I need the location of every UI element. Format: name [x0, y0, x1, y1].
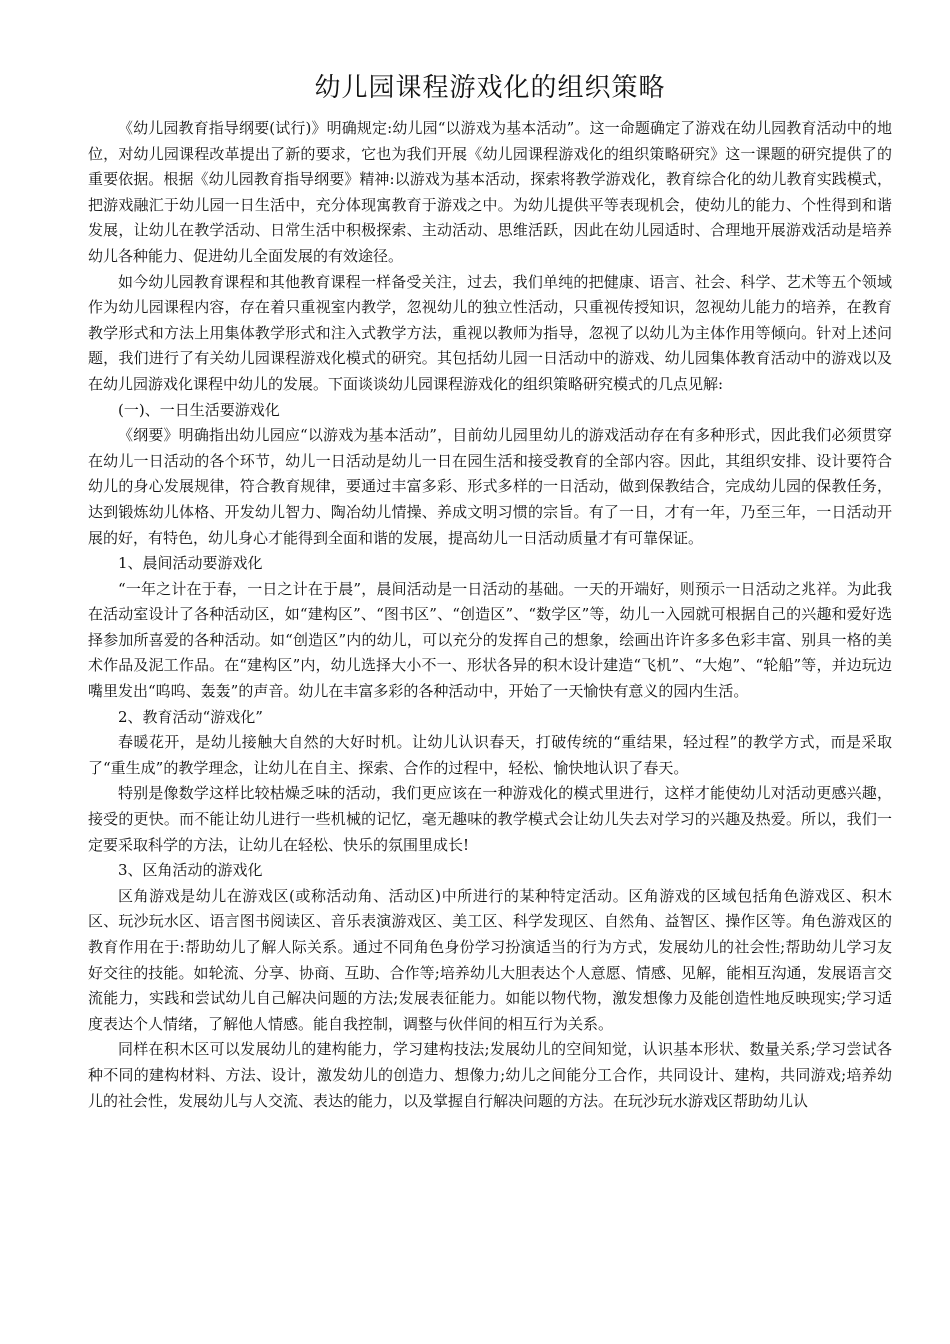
paragraph-intro: 《幼儿园教育指导纲要(试行)》明确规定:幼儿园“以游戏为基本活动”。这一命题确定了游戏在幼儿园教育活动中的地位，对幼儿园课程改革提出了新的要求，它也为我们开展《幼儿园课程游戏化的组织策略研究》这一课题的研究提供了的重要依据。根据《幼儿园教育指导纲要》精神:以游戏为基本活动，探索将教学游戏化，教育综合化的幼儿教育实践模式，把游戏融汇于幼儿园一日生活中，充分体现寓教育于游戏之中。为幼儿提供平等表现机会，使幼儿的能力、个性得到和谐发展，让幼儿在教学活动、日常生活中积极探索、主动活动、思维活跃，因此在幼儿园适时、合理地开展游戏活动是培养幼儿各种能力、促进幼儿全面发展的有效途径。	[88, 119, 892, 265]
paragraph-block-area: 同样在积木区可以发展幼儿的建构能力，学习建构技法;发展幼儿的空间知觉，认识基本形状、数量关系;学习尝试各种不同的建构材料、方法、设计，激发幼儿的创造力、想像力;幼儿之间能分工合作，共同设计、建构，共同游戏;培养幼儿的社会性，发展幼儿与人交流、表达的能力，以及掌握自行解决问题的方法。在玩沙玩水游戏区帮助幼儿认	[88, 1040, 892, 1110]
subheading-corner-activity: 3、区角活动的游戏化	[118, 861, 263, 880]
document-page	[88, 64, 892, 1114]
document-title: 幼儿园课程游戏化的组织策略	[314, 73, 666, 103]
subheading-education-activity: 2、教育活动“游戏化”	[118, 707, 263, 726]
document-body	[88, 116, 892, 1114]
subheading-morning-activity: 1、晨间活动要游戏化	[118, 554, 263, 573]
paragraph-daily-life: 《纲要》明确指出幼儿园应“以游戏为基本活动”，目前幼儿园里幼儿的游戏活动存在有多种形式，因此我们必须贯穿在幼儿一日活动的各个环节，幼儿一日活动是幼儿一日在园生活和接受教育的全部内容。因此，其组织安排、设计要符合幼儿的身心发展规律，符合教育规律，要通过丰富多彩、形式多样的一日活动，做到保教结合，完成幼儿园的保教任务，达到锻炼幼儿体格、开发幼儿智力、陶冶幼儿情操、养成文明习惯的宗旨。有了一日，才有一年，乃至三年，一日活动开展的好，有特色，幼儿身心才能得到全面和谐的发展，提高幼儿一日活动质量才有可靠保证。	[88, 426, 892, 547]
paragraph-math: 特别是像数学这样比较枯燥乏味的活动，我们更应该在一种游戏化的模式里进行，这样才能使幼儿对活动更感兴趣，接受的更快。而不能让幼儿进行一些机械的记忆，毫无趣味的教学模式会让幼儿失去对学习的兴趣及热爱。所以，我们一定要采取科学的方法，让幼儿在轻松、快乐的氛围里成长!	[88, 784, 892, 854]
paragraph-morning-activity: “一年之计在于春，一日之计在于晨”，晨间活动是一日活动的基础。一天的开端好，则预示一日活动之兆祥。为此我在活动室设计了各种活动区，如“建构区”、“图书区”、“创造区”、“数学区”等，幼儿一入园就可根据自己的兴趣和爱好选择参加所喜爱的各种活动。如“创造区”内的幼儿，可以充分的发挥自己的想象，绘画出许许多多色彩丰富、别具一格的美术作品及泥工作品。在“建构区”内，幼儿选择大小不一、形状各异的积木设计建造“飞机”、“大炮”、“轮船”等，并边玩边嘴里发出“呜呜、轰轰”的声音。幼儿在丰富多彩的各种活动中，开始了一天愉快有意义的园内生活。	[88, 579, 892, 701]
paragraph-corner-games: 区角游戏是幼儿在游戏区(或称活动角、活动区)中所进行的某种特定活动。区角游戏的区域包括角色游戏区、积木区、玩沙玩水区、语言图书阅读区、音乐表演游戏区、美工区、科学发现区、自然角、益智区、操作区等。角色游戏区的教育作用在于:帮助幼儿了解人际关系。通过不同角色身份学习扮演适当的行为方式，发展幼儿的社会性;帮助幼儿学习友好交往的技能。如轮流、分享、协商、互助、合作等;培养幼儿大胆表达个人意愿、情感、见解，能相互沟通，发展语言交流能力，实践和尝试幼儿自己解决问题的方法;发展表征能力。如能以物代物，激发想像力及能创造性地反映现实;学习适度表达个人情绪，了解他人情感。能自我控制，调整与伙伴间的相互行为关系。	[88, 886, 892, 1033]
section-heading-daily-life: (一)、一日生活要游戏化	[118, 400, 280, 419]
paragraph-background: 如今幼儿园教育课程和其他教育课程一样备受关注，过去，我们单纯的把健康、语言、社会、科学、艺术等五个领域作为幼儿园课程内容，存在着只重视室内教学，忽视幼儿的独立性活动，只重视传授知识，忽视幼儿能力的培养，在教育教学形式和方法上用集体教学形式和注入式教学方法，重视以教师为指导，忽视了以幼儿为主体作用等倾向。针对上述问题，我们进行了有关幼儿园课程游戏化模式的研究。其包括幼儿园一日活动中的游戏、幼儿园集体教育活动中的游戏以及在幼儿园游戏化课程中幼儿的发展。下面谈谈幼儿园课程游戏化的组织策略研究模式的几点见解:	[88, 272, 892, 393]
paragraph-spring: 春暖花开，是幼儿接触大自然的大好时机。让幼儿认识春天，打破传统的“重结果，轻过程”的教学方式，而是采取了“重生成”的教学理念，让幼儿在自主、探索、合作的过程中，轻松、愉快地认识了春天。	[88, 733, 892, 777]
